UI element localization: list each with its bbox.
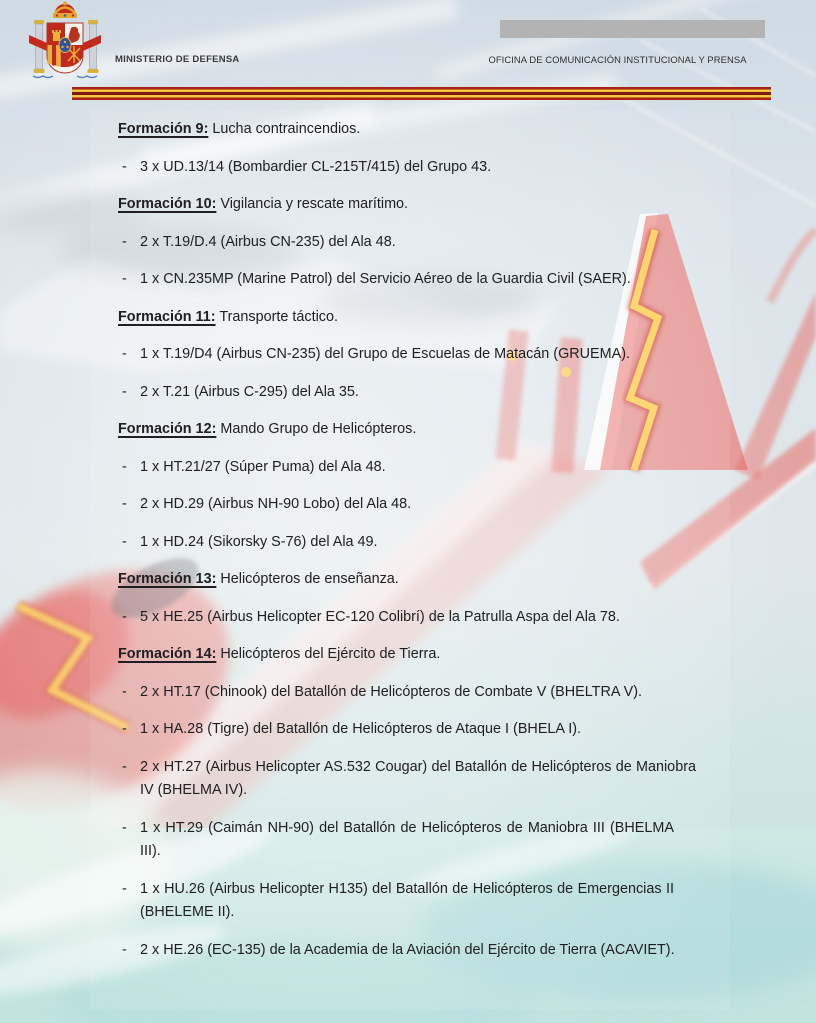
ministry-name: MINISTERIO DE DEFENSA bbox=[115, 54, 240, 65]
list-item-text: 2 x T.21 (Airbus C-295) del Ala 35. bbox=[140, 383, 359, 400]
office-name: OFICINA DE COMUNICACIÓN INSTITUCIONAL Y PRENSA bbox=[488, 54, 747, 65]
bullet-dash: - bbox=[122, 233, 127, 250]
section-heading-label: Formación 14: bbox=[118, 646, 217, 662]
list-item-text: 5 x HE.25 (Airbus Helicopter EC-120 Colibrí) de la Patrulla Aspa del Ala 78. bbox=[140, 608, 620, 625]
flag-stripe bbox=[72, 87, 771, 100]
bullet-dash: - bbox=[122, 346, 127, 362]
bullet-dash: - bbox=[122, 608, 127, 625]
spain-coat-of-arms-logo bbox=[27, 0, 103, 84]
section-heading-label: Formación 11: bbox=[118, 308, 216, 325]
list-item bbox=[118, 681, 665, 705]
bullet-dash: - bbox=[122, 458, 127, 475]
list-item bbox=[118, 456, 702, 480]
list-item bbox=[118, 606, 702, 630]
redacted-bar bbox=[500, 20, 765, 38]
section-heading-desc: Helicópteros del Ejército de Tierra. bbox=[220, 646, 441, 662]
list-item-text: 1 x HD.24 (Sikorsky S-76) del Ala 49. bbox=[140, 533, 378, 550]
list-item-text: 2 x HE.26 (EC-135) de la Academia de la Aviación del Ejército de Tierra (ACAVIET). bbox=[140, 941, 675, 958]
section-heading bbox=[118, 418, 702, 442]
bullet-dash: - bbox=[122, 383, 127, 400]
section-heading bbox=[118, 118, 702, 142]
list-item-text: 2 x HD.29 (Airbus NH-90 Lobo) del Ala 48. bbox=[140, 496, 412, 512]
bullet-dash: - bbox=[122, 683, 127, 700]
list-item bbox=[118, 939, 702, 963]
list-item bbox=[118, 156, 702, 180]
list-item bbox=[118, 343, 702, 367]
section-heading-label: Formación 12: bbox=[118, 421, 217, 437]
section-heading-label: Formación 9: bbox=[118, 121, 209, 137]
list-item-text: 1 x HU.26 (Airbus Helicopter H135) del Batallón de Helicópteros de Emergencias II (BHELEME II). bbox=[140, 880, 674, 920]
bullet-dash: - bbox=[122, 721, 127, 737]
list-item bbox=[118, 381, 702, 405]
section-heading bbox=[118, 306, 702, 330]
bullet-dash: - bbox=[122, 158, 127, 175]
section-heading-desc: Transporte táctico. bbox=[219, 308, 338, 325]
document-body bbox=[118, 118, 702, 976]
list-item bbox=[118, 531, 702, 555]
section-heading-desc: Lucha contraincendios. bbox=[212, 121, 361, 137]
section-heading-desc: Mando Grupo de Helicópteros. bbox=[220, 421, 417, 437]
list-item bbox=[118, 718, 702, 742]
section-heading-label: Formación 13: bbox=[118, 571, 217, 587]
bullet-dash: - bbox=[122, 496, 127, 512]
list-item-text: 1 x HT.21/27 (Súper Puma) del Ala 48. bbox=[140, 458, 386, 475]
list-item-text: 2 x T.19/D.4 (Airbus CN-235) del Ala 48. bbox=[140, 233, 396, 250]
list-item bbox=[118, 268, 702, 292]
bullet-dash: - bbox=[122, 880, 127, 897]
list-item-text: 2 x HT.27 (Airbus Helicopter AS.532 Cougar) del Batallón de Helicópteros de Maniobra IV (BHELMA IV). bbox=[140, 758, 696, 798]
list-item-text: 3 x UD.13/14 (Bombardier CL-215T/415) del Grupo 43. bbox=[140, 158, 492, 175]
bullet-dash: - bbox=[122, 758, 127, 775]
list-item bbox=[118, 493, 702, 517]
list-item-text: 1 x CN.235MP (Marine Patrol) del Servicio Aéreo de la Guardia Civil (SAER). bbox=[140, 271, 631, 287]
section-heading-label: Formación 10: bbox=[118, 196, 217, 212]
bullet-dash: - bbox=[122, 271, 127, 287]
list-item-text: 2 x HT.17 (Chinook) del Batallón de Helicópteros de Combate V (BHELTRA V). bbox=[140, 683, 643, 700]
section-heading bbox=[118, 193, 702, 217]
section-heading-desc: Vigilancia y rescate marítimo. bbox=[220, 196, 409, 212]
list-item-text: 1 x T.19/D4 (Airbus CN-235) del Grupo de Escuelas de Matacán (GRUEMA). bbox=[140, 346, 631, 362]
bullet-dash: - bbox=[122, 533, 127, 550]
section-heading bbox=[118, 643, 702, 667]
list-item bbox=[118, 817, 680, 864]
bullet-dash: - bbox=[122, 941, 127, 958]
bullet-dash: - bbox=[122, 819, 127, 836]
list-item bbox=[118, 878, 680, 925]
list-item-text: 1 x HT.29 (Caimán NH-90) del Batallón de Helicópteros de Maniobra III (BHELMA III). bbox=[140, 819, 674, 859]
list-item bbox=[118, 756, 702, 803]
list-item-text: 1 x HA.28 (Tigre) del Batallón de Helicópteros de Ataque I (BHELA I). bbox=[140, 721, 582, 737]
list-item bbox=[118, 231, 702, 255]
section-heading bbox=[118, 568, 702, 592]
section-heading-desc: Helicópteros de enseñanza. bbox=[220, 571, 399, 587]
